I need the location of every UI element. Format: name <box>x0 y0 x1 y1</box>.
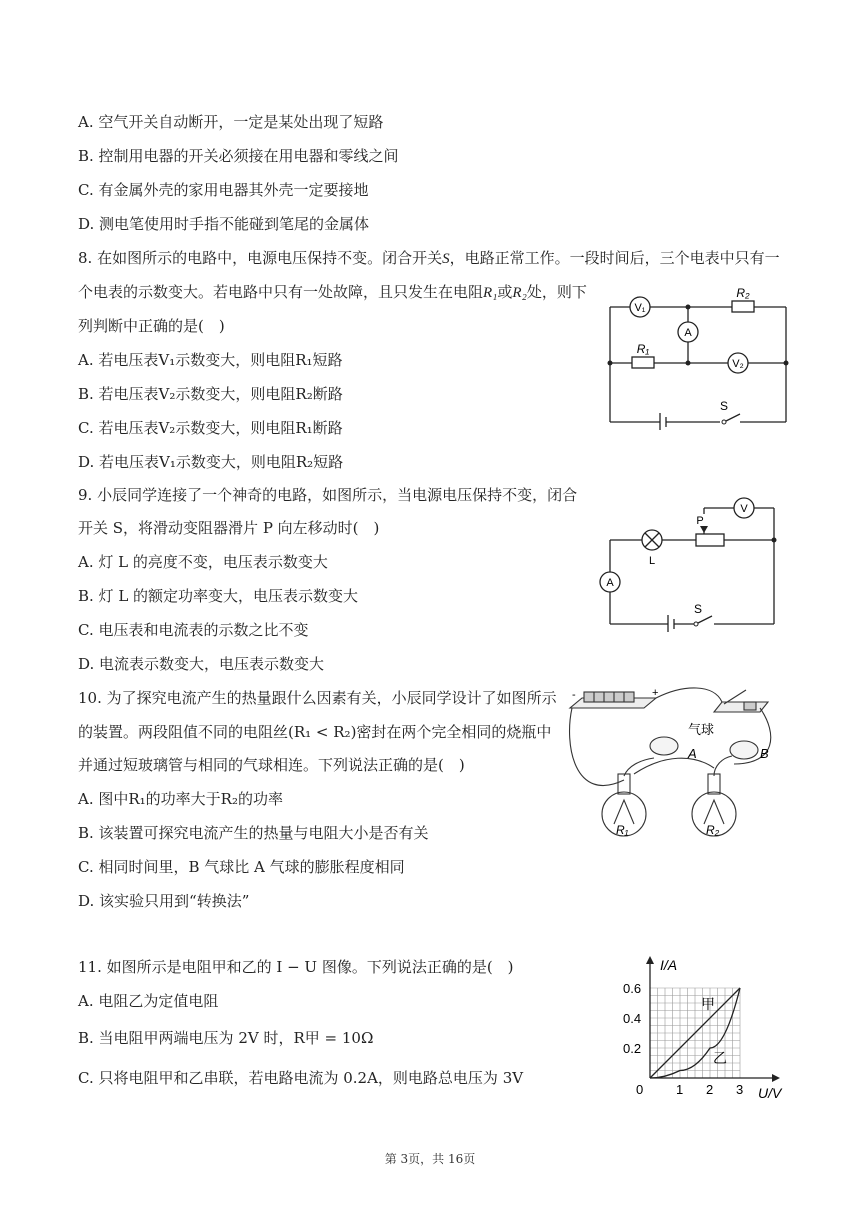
q7-option-c: C. 有金属外壳的家用电器其外壳一定要接地 <box>78 181 369 199</box>
q9-slider-p-label: P <box>696 515 704 527</box>
q8-ammeter-label: A <box>684 327 692 339</box>
q9-option-b: B. 灯 L 的额定功率变大，电压表示数变大 <box>78 587 359 605</box>
q11-iu-chart <box>620 952 790 1100</box>
q10-plus-label: + <box>652 687 659 699</box>
q7-option-d: D. 测电笔使用时手指不能碰到笔尾的金属体 <box>78 215 370 233</box>
q8-r2-label: R₂ <box>736 286 750 300</box>
y-tick-label: 0.2 <box>623 1041 642 1056</box>
x-axis-label: U/V <box>758 1085 782 1100</box>
q8-stem-line3: 列判断中正确的是( ) <box>78 317 225 335</box>
q10-minus-label: - <box>572 689 576 701</box>
q8-r2: R₂ <box>512 285 527 301</box>
q8-switch-s: S <box>442 251 450 267</box>
q8-r1-label: R₁ <box>636 342 650 356</box>
q8-stem2-end: 处，则下 <box>526 283 587 301</box>
q10-apparatus-figure <box>564 684 782 844</box>
q9-option-d: D. 电流表示数变大，电压表示数变大 <box>78 655 325 673</box>
q10-option-b: B. 该装置可探究电流产生的热量与电阻大小是否有关 <box>78 824 429 842</box>
series-yi-label: 乙 <box>713 1050 727 1066</box>
q8-switch-label: S <box>719 399 729 413</box>
q8-option-c: C. 若电压表V₂示数变大，则电阻R₁断路 <box>78 419 343 437</box>
y-tick-label: 0.4 <box>623 1011 642 1026</box>
q8-r1: R₁ <box>483 285 498 301</box>
q11-option-a: A. 电阻乙为定值电阻 <box>78 992 219 1010</box>
q11-option-b: B. 当电阻甲两端电压为 2V 时，R甲 = 10Ω <box>78 1029 374 1047</box>
q9-stem-line2: 开关 S，将滑动变阻器滑片 P 向左移动时( ) <box>78 519 380 537</box>
q8-option-a: A. 若电压表V₁示数变大，则电阻R₁短路 <box>78 351 343 369</box>
q10-r2-label: R₂ <box>706 823 720 837</box>
q10-option-d: D. 该实验只用到“转换法” <box>78 892 250 910</box>
q8-option-d: D. 若电压表V₁示数变大，则电阻R₂短路 <box>78 453 344 471</box>
y-axis-arrow <box>646 956 654 964</box>
q8-stem2-text: 个电表的示数变大。若电路中只有一处故障，且只发生在电阻 <box>78 283 484 301</box>
q10-stem-line1: 10. 为了探究电流产生的热量跟什么因素有关，小辰同学设计了如图所示 <box>78 689 557 707</box>
q9-option-a: A. 灯 L 的亮度不变，电压表示数变大 <box>78 553 328 571</box>
q10-balloon-b-label: B <box>760 746 769 761</box>
q9-voltmeter-label: V <box>740 503 748 515</box>
q11-option-c: C. 只将电阻甲和乙串联，若电路电流为 0.2A，则电路总电压为 3V <box>78 1069 524 1087</box>
q9-ammeter-label: A <box>606 577 614 589</box>
x-tick-label: 3 <box>736 1082 744 1097</box>
q8-v2-label: V₂ <box>732 358 744 370</box>
q8-stem-line1 <box>78 248 780 269</box>
q9-option-c: C. 电压表和电流表的示数之比不变 <box>78 621 309 639</box>
q8-stem-line2 <box>78 282 587 303</box>
q8-v1-label: V₁ <box>634 302 646 314</box>
x-axis-arrow <box>772 1074 780 1082</box>
q9-lamp-label: L <box>648 555 656 567</box>
q8-stem-rest: ，电路正常工作。一段时间后，三个电表中只有一 <box>449 249 780 267</box>
x-tick-label: 0 <box>636 1082 644 1097</box>
q10-stem-line2: 的装置。两段阻值不同的电阻丝(R₁ < R₂)密封在两个完全相同的烧瓶中 <box>78 723 552 741</box>
q10-balloon-label: 气球 <box>688 722 715 737</box>
q11-stem: 11. 如图所示是电阻甲和乙的 I − U 图像。下列说法正确的是( ) <box>78 958 514 976</box>
q10-balloon-a-label: A <box>688 746 697 761</box>
q9-circuit-diagram <box>596 492 786 632</box>
q10-r1-label: R₁ <box>616 823 629 837</box>
q10-stem-line3: 并通过短玻璃管与相同的气球相连。下列说法正确的是( ) <box>78 756 465 774</box>
q9-stem-line1: 9. 小辰同学连接了一个神奇的电路，如图所示，当电源电压保持不变，闭合 <box>78 486 578 504</box>
series-jia-label: 甲 <box>701 996 715 1012</box>
x-tick-label: 1 <box>676 1082 684 1097</box>
q8-option-b: B. 若电压表V₂示数变大，则电阻R₂断路 <box>78 385 343 403</box>
page-footer: 第 3页，共 16页 <box>384 1152 476 1166</box>
q8-circuit-diagram <box>600 282 800 430</box>
q10-option-c: C. 相同时间里，B 气球比 A 气球的膨胀程度相同 <box>78 858 405 876</box>
y-tick-label: 0.6 <box>623 981 642 996</box>
x-tick-label: 2 <box>706 1082 714 1097</box>
q7-option-b: B. 控制用电器的开关必须接在用电器和零线之间 <box>78 147 399 165</box>
q8-stem-text: 8. 在如图所示的电路中，电源电压保持不变。闭合开关 <box>78 249 443 267</box>
y-axis-label: I/A <box>660 957 678 973</box>
q10-option-a: A. 图中R₁的功率大于R₂的功率 <box>78 790 283 808</box>
q8-or: 或 <box>497 283 513 301</box>
q9-switch-label: S <box>693 602 703 616</box>
q7-option-a: A. 空气开关自动断开，一定是某处出现了短路 <box>78 113 384 131</box>
